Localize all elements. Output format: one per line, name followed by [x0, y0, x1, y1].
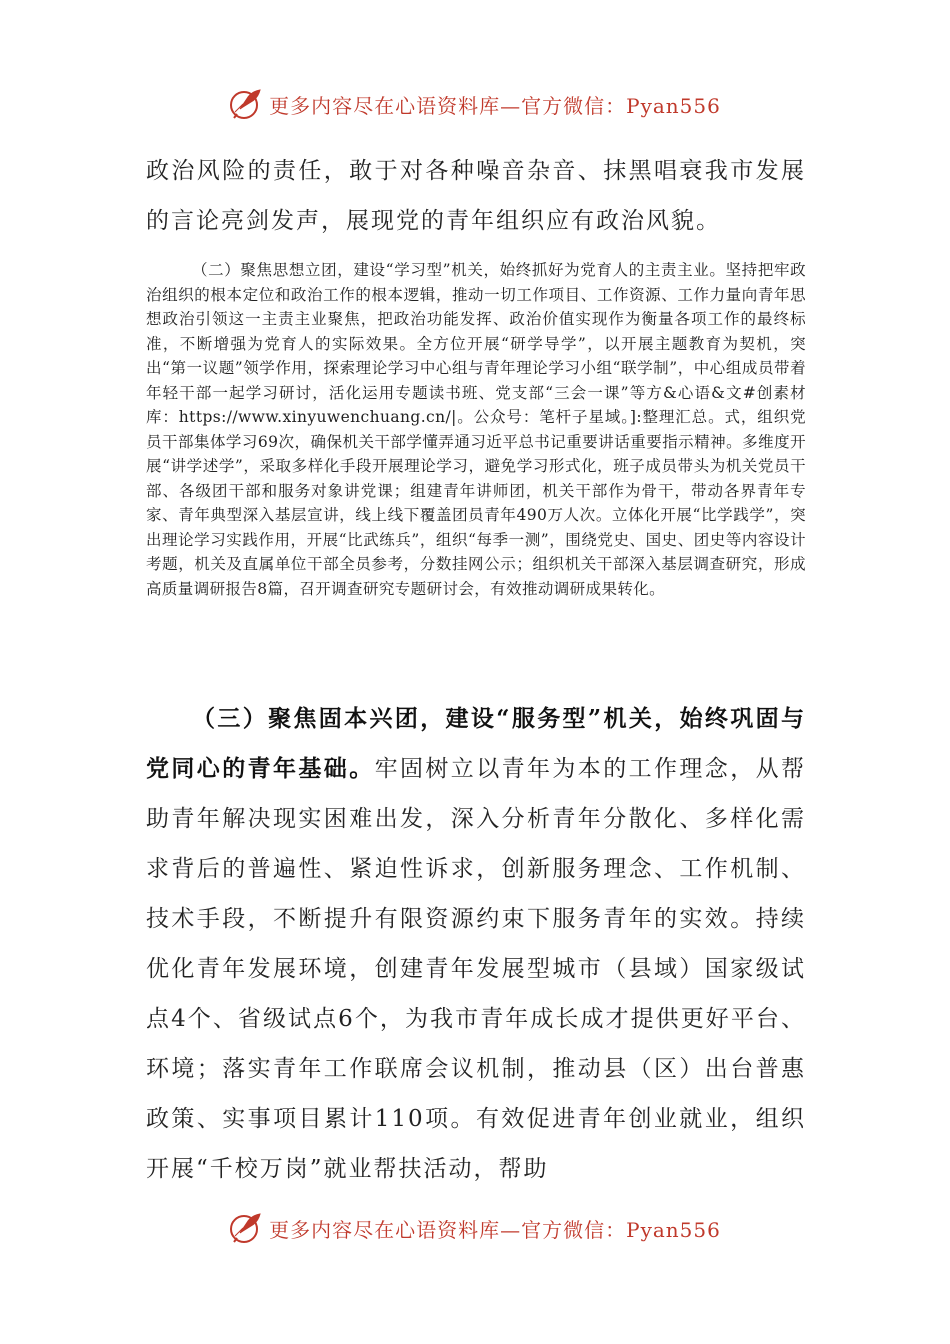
banner-text: 更多内容尽在心语资料库—官方微信：Pyan556: [269, 93, 721, 118]
banner-text: 更多内容尽在心语资料库—官方微信：Pyan556: [269, 1217, 721, 1242]
quill-logo-icon: [229, 87, 263, 121]
header-banner: [0, 84, 950, 124]
footer-banner: [0, 1208, 950, 1248]
paragraph-section-two: （二）聚焦思想立团，建设“学习型”机关，始终抓好为党育人的主责主业。坚持把牢政治组织的根本定位和政治工作的根本逻辑，推动一切工作项目、工作资源、工作力量向青年思想政治引领这一主责主业聚焦，把政治功能发挥、政治价值实现作为衡量各项工作的最终标准，不断增强为党育人的实际效果。全方位开展“研学导学”，以开展主题教育为契机，突出“第一议题”领学作用，探索理论学习中心组与青年理论学习小组“联学制”，中心组成员带着年轻干部一起学习研讨，活化运用专题读书班、党支部“三会一课”等方&心语&文#创素材库：https://www.xinyuwenchuang.cn/|。公众号：笔杆子星域。]:整理汇总。式，组织党员干部集体学习69次，确保机关干部学懂弄通习近平总书记重要讲话重要指示精神。多维度开展“讲学述学”，采取多样化手段开展理论学习，避免学习形式化，班子成员带头为机关党员干部、各级团干部和服务对象讲党课；组建青年讲师团，机关干部作为骨干，带动各界青年专家、青年典型深入基层宣讲，线上线下覆盖团员青年490万人次。立体化开展“比学践学”，突出理论学习实践作用，开展“比武练兵”，组织“每季一测”，围绕党史、国史、团史等内容设计考题，机关及直属单位干部全员参考，分数挂网公示；组织机关干部深入基层调查研究，形成高质量调研报告8篇，召开调查研究专题研讨会，有效推动调研成果转化。: [146, 261, 806, 598]
quill-logo-icon: [229, 1211, 263, 1245]
paragraph-section-three: [146, 694, 806, 1194]
section-three-body: 牢固树立以青年为本的工作理念，从帮助青年解决现实困难出发，深入分析青年分散化、多样化需求背后的普遍性、紧迫性诉求，创新服务理念、工作机制、技术手段，不断提升有限资源约束下服务青年的实效。持续优化青年发展环境，创建青年发展型城市（县域）国家级试点4个、省级试点6个，为我市青年成长成才提供更好平台、环境；落实青年工作联席会议机制，推动县（区）出台普惠政策、实事项目累计110项。有效促进青年创业就业，组织开展“千校万岗”就业帮扶活动，帮助: [146, 756, 807, 1182]
paragraph-continuation: 政治风险的责任，敢于对各种噪音杂音、抹黑唱衰我市发展的言论亮剑发声，展现党的青年组织应有政治风貌。: [146, 158, 806, 234]
section-three-heading: （三）聚焦固本兴团，建设“服务型”机关，始终巩固与党同心的青年基础。: [146, 705, 806, 782]
